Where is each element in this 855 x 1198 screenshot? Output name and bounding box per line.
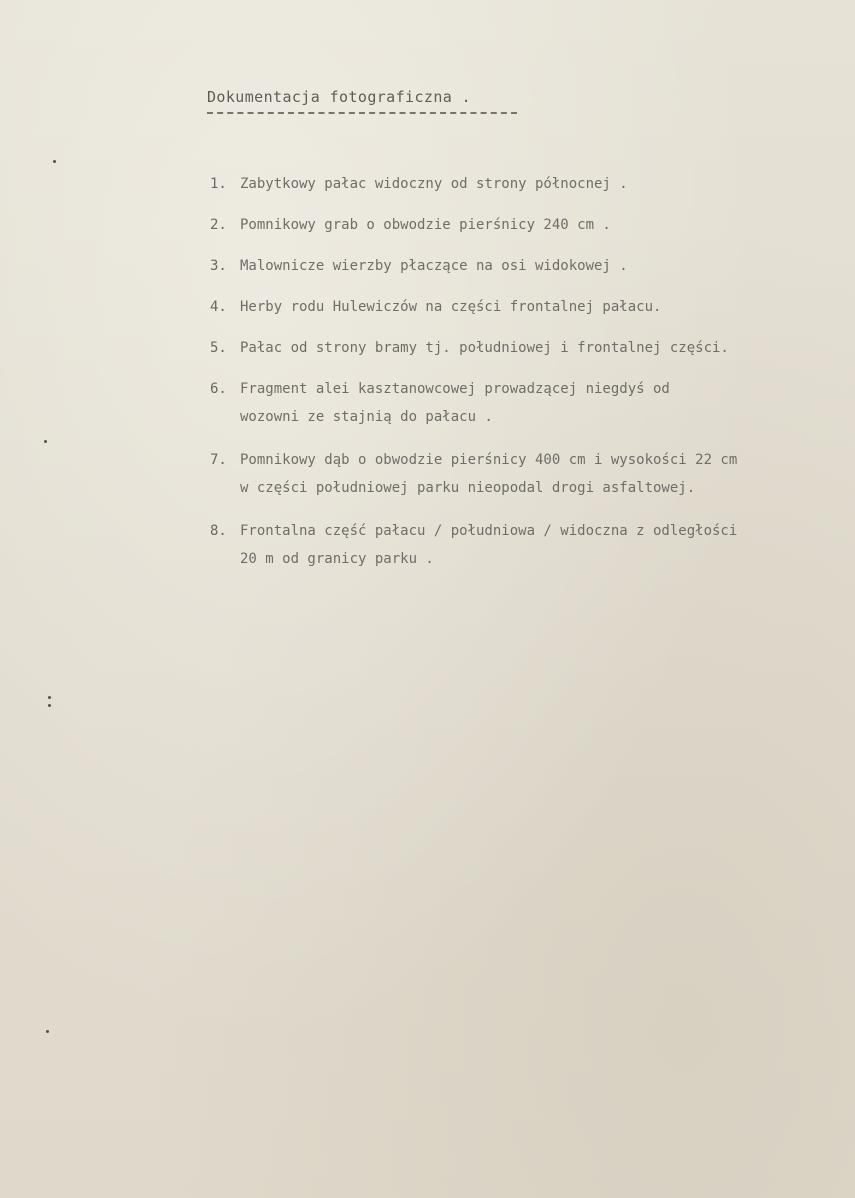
- item-text: Pomnikowy dąb o obwodzie pierśnicy 400 cm i wysokości 22 cm w części południowej parku nieopodal drogi asfaltowej.: [240, 452, 738, 496]
- item-text: Frontalna część pałacu / południowa / widoczna z odległości 20 m od granicy parku .: [240, 523, 738, 567]
- item-number: 3.: [210, 258, 227, 274]
- item-number: 7.: [210, 452, 227, 468]
- list-item: [210, 334, 855, 362]
- photo-list: [210, 170, 855, 588]
- list-item: [210, 517, 855, 573]
- item-number: 8.: [210, 523, 227, 539]
- item-text: Malownicze wierzby płaczące na osi widokowej .: [240, 258, 628, 274]
- item-number: 1.: [210, 176, 227, 192]
- item-text: Fragment alei kasztanowcowej prowadzącej niegdyś od wozowni ze stajnią do pałacu .: [240, 381, 670, 425]
- item-number: 5.: [210, 340, 227, 356]
- item-number: 2.: [210, 217, 227, 233]
- list-item: [210, 293, 855, 321]
- list-item: [210, 170, 855, 198]
- list-item: [210, 446, 855, 502]
- list-item: [210, 252, 855, 280]
- title-underline: [207, 112, 517, 114]
- item-text: Pomnikowy grab o obwodzie pierśnicy 240 cm .: [240, 217, 611, 233]
- item-text: Herby rodu Hulewiczów na części frontalnej pałacu.: [240, 299, 662, 315]
- document-title: Dokumentacja fotograficzna .: [207, 88, 472, 106]
- paper-speck: [48, 704, 51, 707]
- paper-speck: [48, 696, 51, 699]
- paper-speck: [44, 440, 47, 443]
- item-text: Zabytkowy pałac widoczny od strony północnej .: [240, 176, 628, 192]
- paper-speck: [53, 160, 56, 163]
- list-item: [210, 375, 855, 431]
- item-number: 4.: [210, 299, 227, 315]
- paper-speck: [46, 1030, 49, 1033]
- list-item: [210, 211, 855, 239]
- item-text: Pałac od strony bramy tj. południowej i frontalnej części.: [240, 340, 729, 356]
- item-number: 6.: [210, 381, 227, 397]
